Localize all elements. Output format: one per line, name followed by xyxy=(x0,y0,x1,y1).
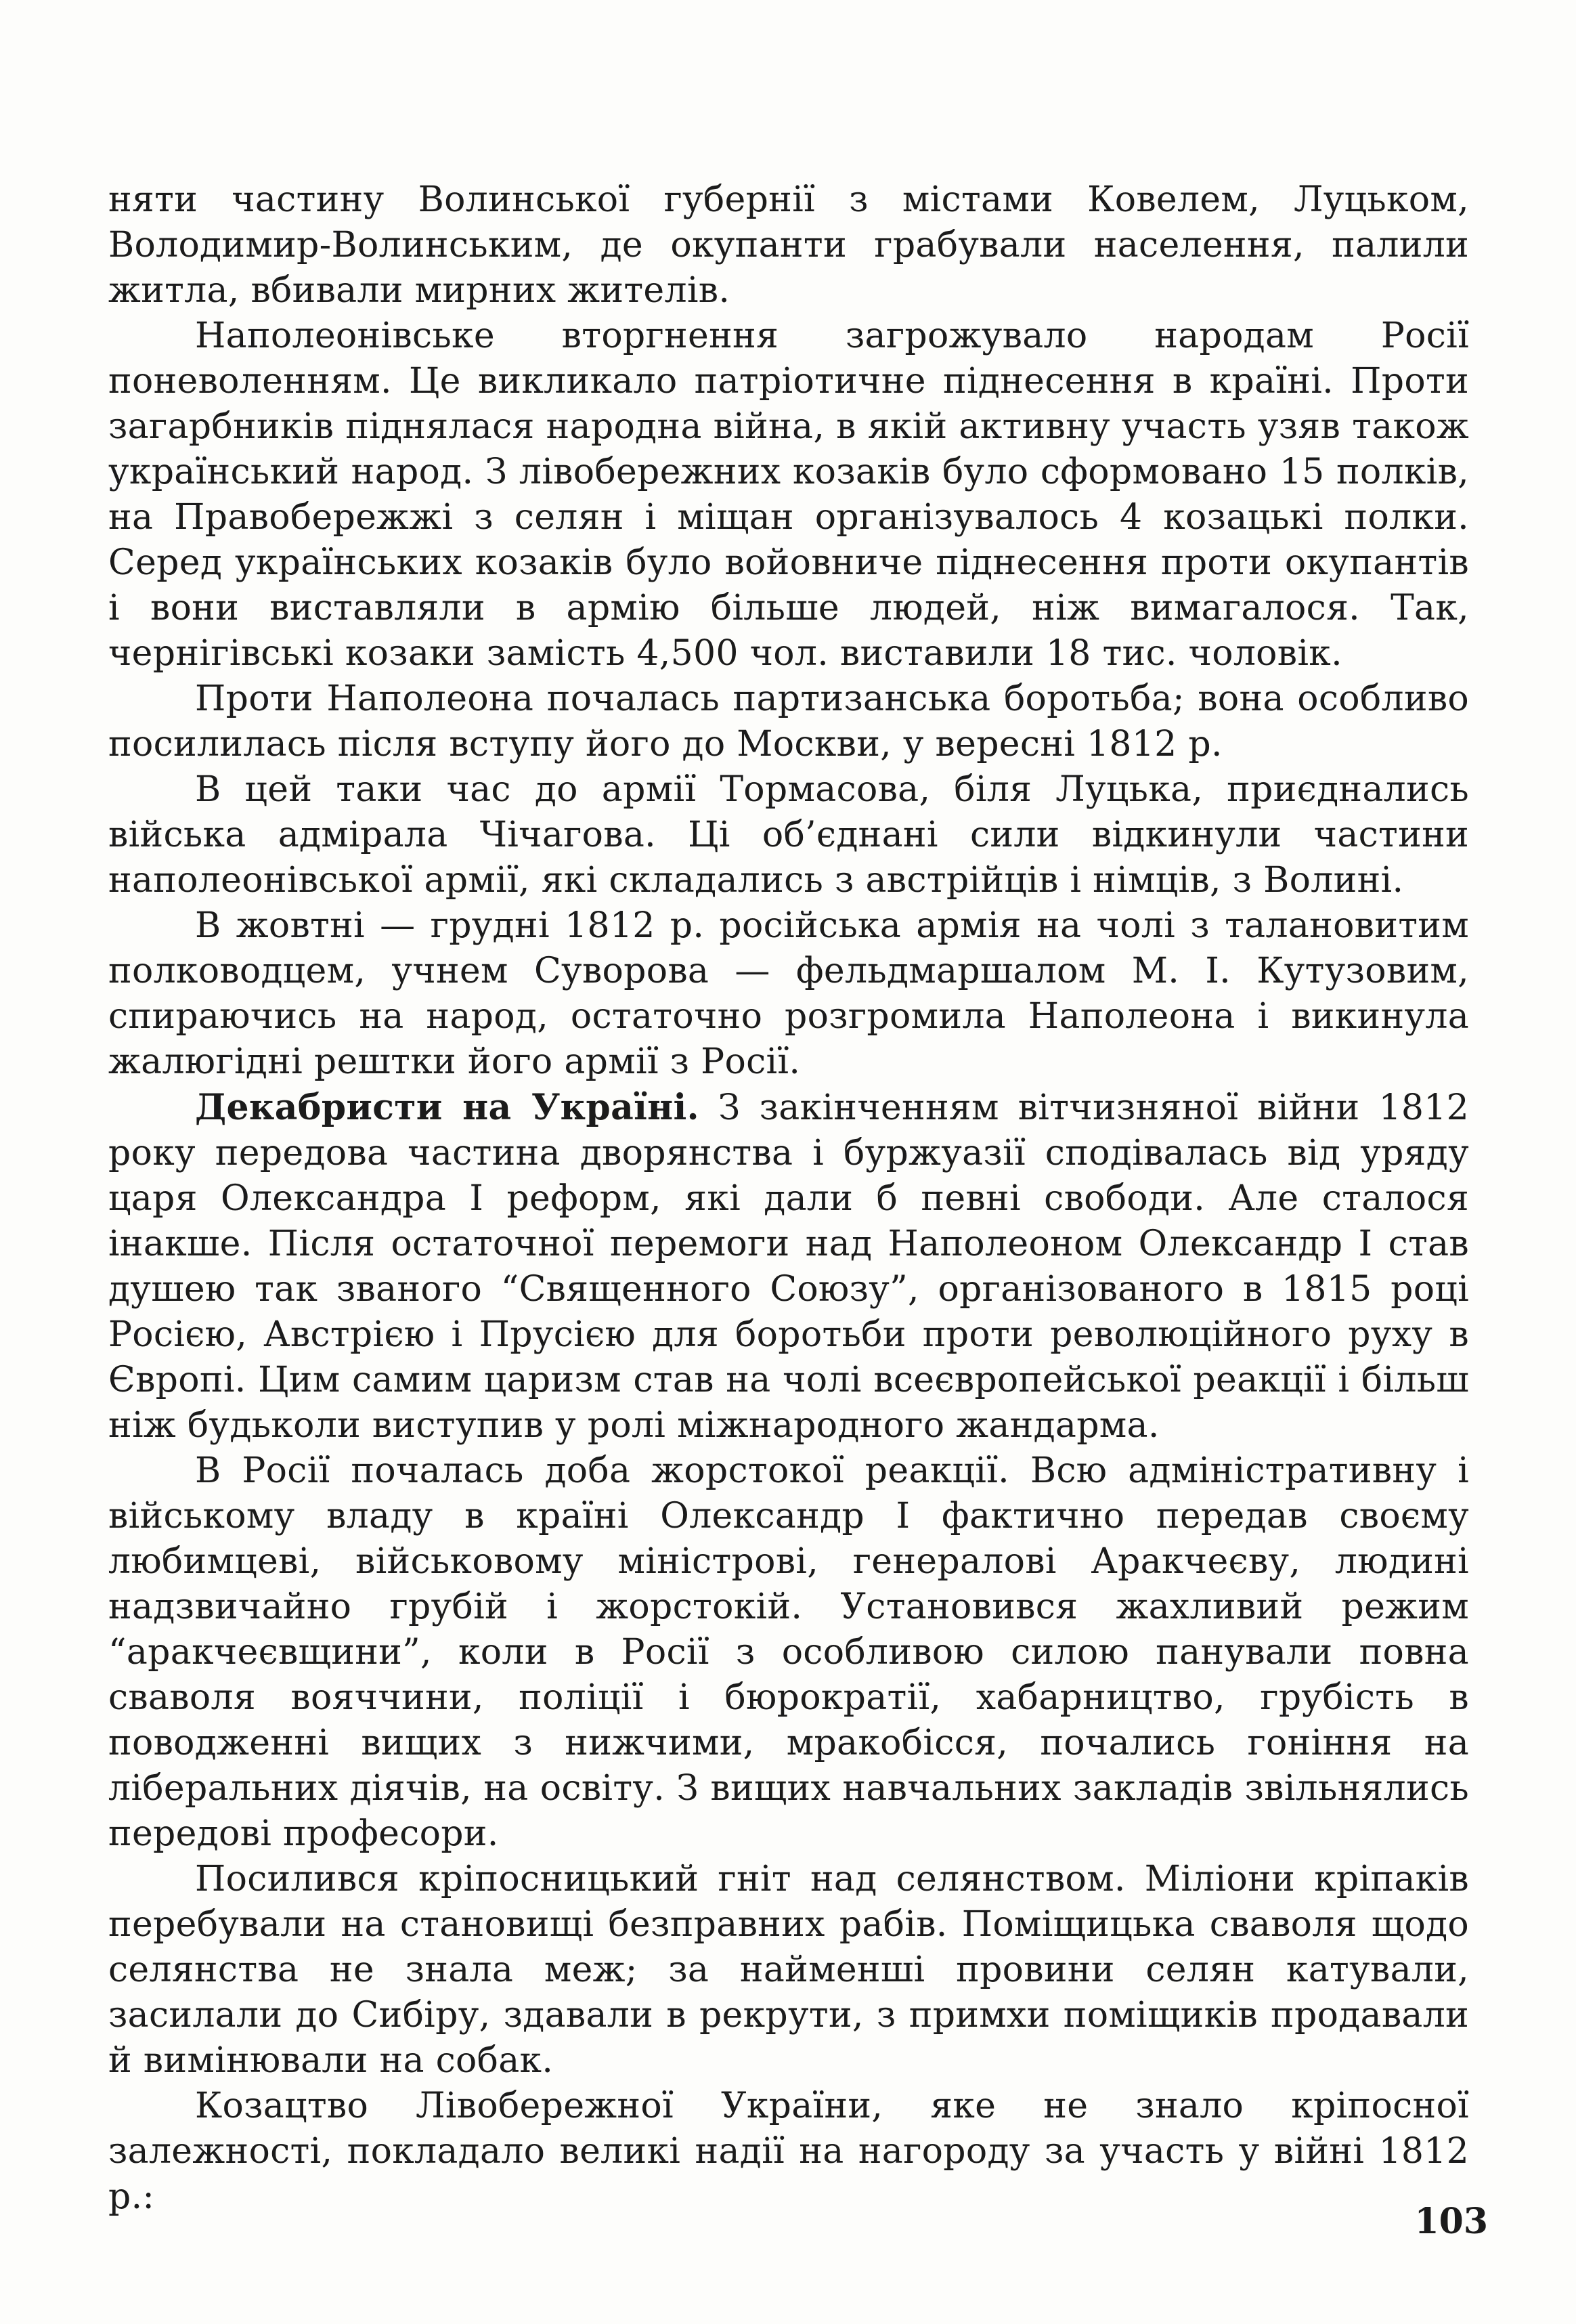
paragraph-reaction-era: В Росії почалась доба жорстокої реакції. Всю адміністративну і війському владу в країні Олександр І фактично передав своєму любимцеві, військовому міністрові, генералові Аракчеєву, людині надзвичайно грубій і жорстокій. Установився жахливий режим “аракчеєвщини”, коли в Росії з особливою силою панували повна сваволя вояччини, поліції і бюрократії, хабарництво, грубість в поводженні вищих з нижчими, мракобісся, почались гоніння на ліберальних діячів, на освіту. З вищих навчальних закладів звільнялись передові професори. xyxy=(108,1450,1469,1854)
paragraph-chichagov-army: В цей таки час до армії Тормасова, біля Луцька, приєднались війська адмірала Чічагова. Ці об’єднані сили відкинули частини наполеонівської армії, які складались з австрійців і німців, з Волині. xyxy=(108,769,1469,901)
paragraph-kutuzov-victory: В жовтні — грудні 1812 р. російська армія на чолі з талановитим полководцем, учнем Суворова — фельдмаршалом М. І. Кутузовим, спираючись на народ, остаточно розгромила Наполеона і викинула жалюгідні рештки його армії з Росії. xyxy=(108,905,1469,1082)
paragraph-cossacks: Козацтво Лівобережної України, яке не знало кріпосної залежності, покладало великі надії на нагороду за участь у війні 1812 р.: xyxy=(108,2086,1469,2217)
paragraph-napoleonic-invasion: Наполеонівське вторгнення загрожувало народам Росії поневоленням. Це викликало патріотичне піднесення в країні. Проти загарбників піднялася народна війна, в якій активну участь узяв також український народ. З лівобережних козаків було сформовано 15 полків, на Правобережжі з селян і міщан організувалось 4 козацькі полки. Серед українських козаків було войовниче піднесення проти окупантів і вони виставляли в армію більше людей, ніж вимагалося. Так, чернігівські козаки замість 4,500 чол. виставили 18 тис. чоловік. xyxy=(108,316,1469,674)
text-block-napoleonic-war xyxy=(108,177,1469,1085)
section-heading: Декабристи на Україні. xyxy=(195,1087,699,1128)
paragraph-decembrists-intro xyxy=(108,1085,1469,1448)
paragraph-continuation: няти частину Волинської губернії з містами Ковелем, Луцьком, Володимир-Волинським, де окупанти грабували населення, палили житла, вбивали мирних жителів. xyxy=(108,179,1469,311)
page-number: 103 xyxy=(1414,2201,1488,2242)
paragraph-serfdom: Посилився кріпосницький гніт над селянством. Міліони кріпаків перебували на становищі безправних рабів. Поміщицька сваволя щодо селянства не знала меж; за найменші провини селян катували, засилали до Сибіру, здавали в рекрути, з примхи поміщиків продавали й вимінювали на собак. xyxy=(108,1859,1469,2081)
paragraph-partisan-struggle: Проти Наполеона почалась партизанська боротьба; вона особливо посилилась після вступу його до Москви, у вересні 1812 р. xyxy=(108,679,1469,765)
paragraph-decembrists-intro-text: З закінченням вітчизняної війни 1812 року передова частина дворянства і буржуазії сподівалась від уряду царя Олександра І реформ, які дали б певні свободи. Але сталося інакше. Після остаточної перемоги над Наполеоном Олександр І став душею так званого “Священного Союзу”, організованого в 1815 році Росією, Австрією і Прусією для боротьби проти революційного руху в Європі. Цим самим царизм став на чолі всеєвропейської реакції і більш ніж будьколи виступив у ролі міжнародного жандарма. xyxy=(108,1088,1469,1446)
text-block-decembrists xyxy=(108,1085,1469,2220)
